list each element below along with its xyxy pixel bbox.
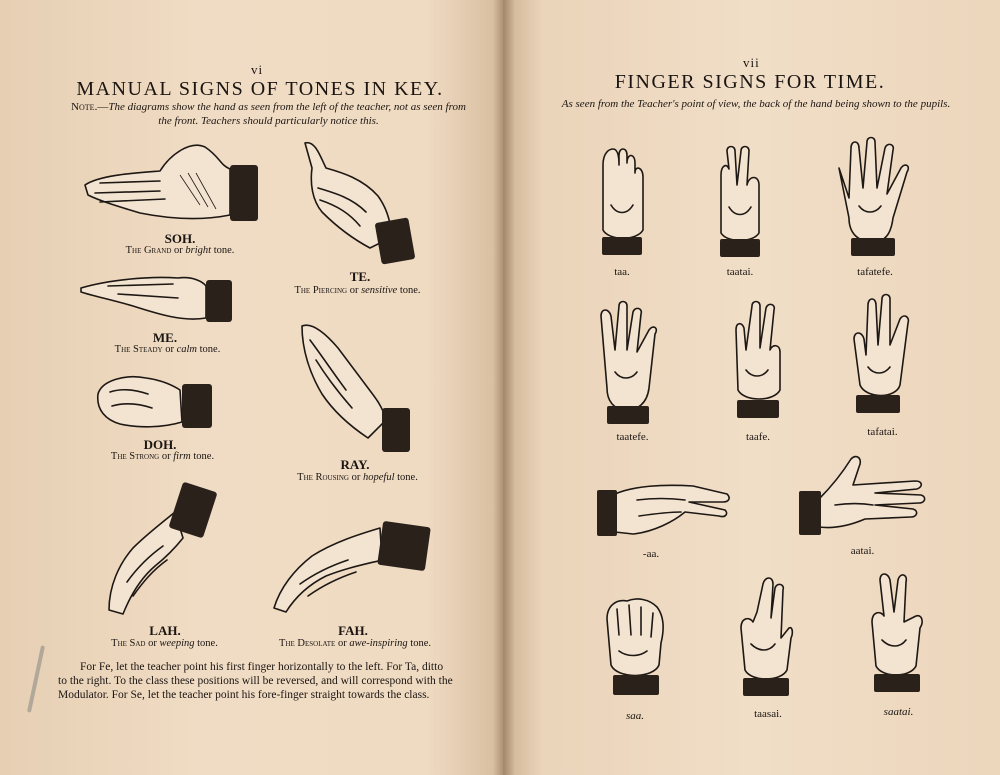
tone-name-lah: LAH. xyxy=(149,623,181,638)
te-hand-icon xyxy=(300,138,420,266)
taatai-hand-icon xyxy=(715,145,765,260)
book-gutter xyxy=(493,0,515,775)
fah-hand-icon xyxy=(270,520,435,615)
right-subtitle: As seen from the Teacher's point of view, the back of the hand being shown to the pupils. xyxy=(561,98,951,110)
left-footer-paragraph: For Fe, let the teacher point his first finger horizontally to the left. For Ta, ditto to the right. To the class these positions will be reversed, and will correspond with the Modulator. For Se, let the teacher point his fore-finger straight towards the class. xyxy=(58,661,453,701)
note-text: The diagrams show the hand as seen from the left of the teacher, not as seen from the front. Teachers should particularly notice this. xyxy=(108,101,466,127)
page-title-right: FINGER SIGNS FOR TIME. xyxy=(614,71,886,93)
taasai-hand-icon xyxy=(737,578,795,700)
doh-hand-icon xyxy=(92,372,217,434)
time-label-tafatai: tafatai. xyxy=(867,426,898,438)
saa-fist-icon xyxy=(603,595,668,700)
time-label-taafe: taafe. xyxy=(745,431,771,443)
lah-hand-icon xyxy=(103,482,218,620)
note-lead: Note.— xyxy=(71,101,109,113)
time-label-tafatefe: tafatefe. xyxy=(857,266,893,278)
time-label-taatefe: taatefe. xyxy=(616,431,649,443)
tone-name-ray: RAY. xyxy=(340,457,370,472)
time-label-saatai: saatai. xyxy=(883,706,914,718)
tone-name-me: ME. xyxy=(152,330,178,345)
tone-desc-fah: The Desolate or awe-inspiring tone. xyxy=(279,638,431,649)
aatai-hand-icon xyxy=(795,455,930,540)
tafatefe-hand-icon xyxy=(835,138,913,260)
time-label-dash-aa: -aa. xyxy=(642,548,660,560)
tone-name-te: TE. xyxy=(349,269,371,284)
left-note xyxy=(66,100,471,128)
taafe-hand-icon xyxy=(732,300,784,422)
tone-name-soh: SOH. xyxy=(164,231,196,246)
time-label-saa: saa. xyxy=(625,710,645,722)
time-label-taatai: taatai. xyxy=(726,266,754,278)
time-label-aatai: aatai. xyxy=(850,545,875,557)
time-label-taasai: taasai. xyxy=(754,708,782,720)
tone-desc-soh: The Grand or bright tone. xyxy=(125,245,235,256)
time-label-taa: taa. xyxy=(614,266,630,278)
taatefe-hand-icon xyxy=(597,300,659,428)
tone-desc-lah: The Sad or weeping tone. xyxy=(111,638,218,649)
me-hand-icon xyxy=(78,272,238,327)
taa-hand-icon xyxy=(597,145,647,260)
tone-name-doh: DOH. xyxy=(143,437,177,452)
tone-desc-me: The Steady or calm tone. xyxy=(114,344,221,355)
page-title-left: MANUAL SIGNS OF TONES IN KEY. xyxy=(76,78,444,100)
saatai-hand-icon xyxy=(868,572,926,697)
tafatai-hand-icon xyxy=(850,295,912,420)
dash-aa-hand-icon xyxy=(593,480,733,542)
ray-hand-icon xyxy=(298,320,418,455)
page-number-left: vi xyxy=(251,62,264,77)
tone-desc-ray: The Rousing or hopeful tone. xyxy=(297,472,418,483)
soh-hand-icon xyxy=(80,135,265,230)
tone-desc-doh: The Strong or firm tone. xyxy=(110,451,215,462)
page-number-right: vii xyxy=(743,55,760,70)
tone-name-fah: FAH. xyxy=(338,623,368,638)
tone-desc-te: The Piercing or sensitive tone. xyxy=(294,285,421,296)
